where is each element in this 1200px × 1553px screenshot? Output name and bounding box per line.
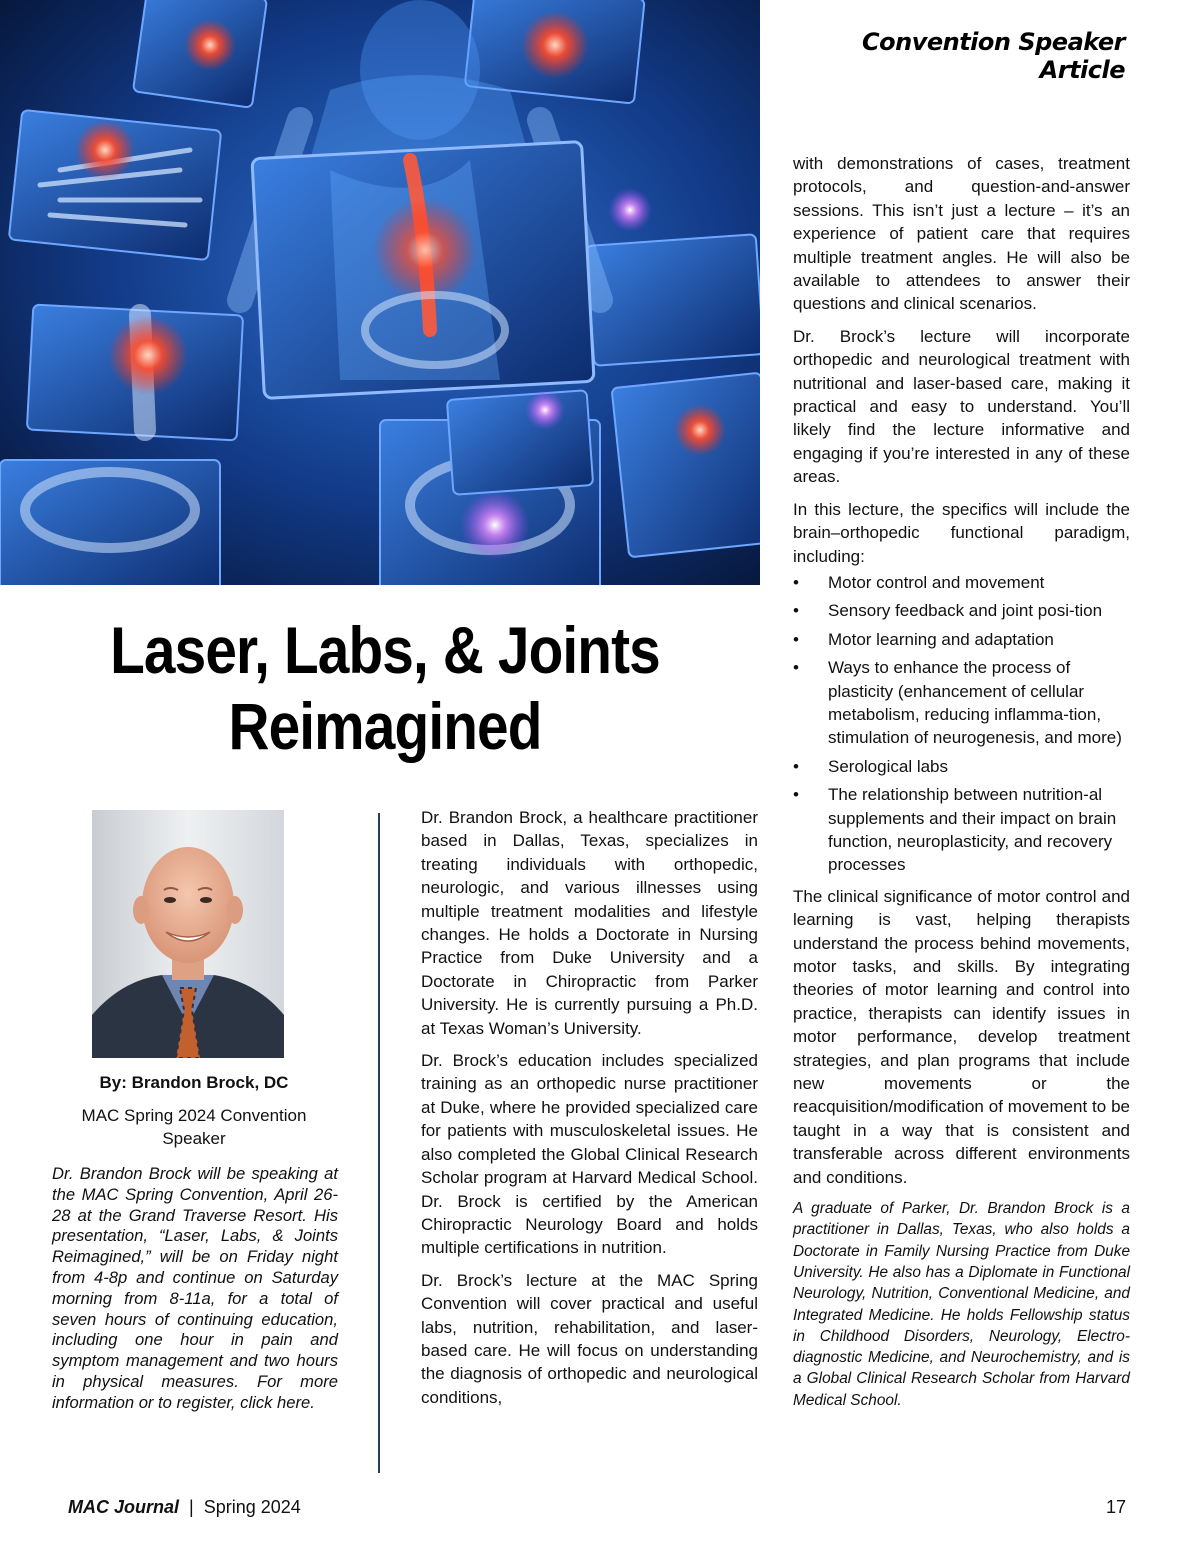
- spine-panel: [252, 142, 594, 399]
- bullet: •: [793, 572, 799, 592]
- paragraph: Dr. Brandon Brock, a healthcare practitioner based in Dallas, Texas, specializes in treating individuals with orthopedic, neurologic, and various illnesses using multiple treatment modalities and lifestyle changes. He holds a Doctorate in Nursing Practice from Duke University and a Doctorate in Chiropractic from Parker University. He is currently pursuing a Ph.D. at Texas Woman’s University.: [421, 808, 758, 1038]
- paragraph: The clinical significance of motor control and learning is vast, helping therapists understand the process behind movements, motor tasks, and skills. By integrating theories of motor learning and control into practice, therapists can identify issues in motor performance, develop treatment strategies, and plan programs that include new movements or the reacquisition/modification of movement to be taught in a way that is consistent and transferable across different environments and conditions.: [793, 886, 1130, 1187]
- knee-panel-left: [27, 305, 243, 441]
- convention-note[interactable]: Dr. Brandon Brock will be speaking at the MAC Spring Convention, April 26-28 at the Grand Traverse Resort. His presentation, “Laser, Labs, & Joints Reimagined,” will be on Friday night from 4-8p and continue on Saturday morning from 8-11a, for a total of seven hours of continuing education, including one hour in pain and symptom management and two hours in physical measures. For more information or to register, click here.: [52, 1164, 338, 1412]
- small-panel-middle: [447, 390, 593, 495]
- list-item: [793, 628, 1130, 651]
- article-title: [88, 612, 681, 764]
- list-item-text: Motor control and movement: [828, 572, 1045, 592]
- byline: By: Brandon Brock, DC: [99, 1073, 289, 1092]
- column-divider: [378, 813, 380, 1473]
- list-item: [793, 755, 1130, 778]
- article-column-middle: [421, 806, 758, 1418]
- bullet: •: [793, 785, 799, 805]
- list-item-text: The relationship between nutrition-al supplements and their impact on brain function, neuroplasticity, and recovery processes: [828, 785, 1117, 875]
- author-bio: A graduate of Parker, Dr. Brandon Brock is a practitioner in Dallas, Texas, who also holds a Doctorate in Family Nursing Practice from Duke University. He also has a Diplomate in Functional Neurology, Nutrition, Conventional Medicine, and Integrated Medicine. He holds Fellowship status in Childhood Disorders, Neurology, Electro-diagnostic Medicine, and Neurochemistry, and is a Global Clinical Research Scholar from Harvard Medical School.: [793, 1200, 1130, 1409]
- author-photo: [92, 810, 284, 1058]
- skeleton-joints-illustration: [0, 0, 760, 585]
- article-title-line1: Laser, Labs, & Joints: [110, 613, 660, 687]
- list-item-text: Serological labs: [828, 756, 949, 776]
- paragraph: In this lecture, the specifics will include the brain–orthopedic functional paradigm, including:: [793, 499, 1130, 566]
- list-item: [793, 783, 1130, 877]
- knee-panel-top: [133, 0, 267, 108]
- bullet: •: [793, 756, 799, 776]
- paragraph: Dr. Brock’s lecture will incorporate orthopedic and neurological treatment with nutritional and laser-based care, making it practical and easy to understand. You’ll likely find the lecture informative and engaging if you’re interested in any of these areas.: [793, 326, 1130, 487]
- list-item-text: Ways to enhance the process of plasticity (enhancement of cellular metabolism, reducing inflamma-tion, stimulation of neurogenesis, and more): [828, 658, 1122, 748]
- article-title-line2: Reimagined: [228, 689, 542, 763]
- section-label: Convention Speaker Article: [862, 28, 1125, 84]
- journal-name: MAC Journal: [68, 1497, 180, 1517]
- bullet: •: [793, 658, 799, 678]
- bullet: •: [793, 601, 799, 621]
- footer-separator: |: [189, 1497, 194, 1517]
- paragraph: with demonstrations of cases, treatment protocols, and question-and-answer sessions. This isn’t just a lecture – it’s an experience of patient care that requires multiple treatment angles. He will also be available to attendees to answer their questions and clinical scenarios.: [793, 154, 1130, 314]
- pelvis-panel-bottom-left: [0, 460, 220, 585]
- list-item: [793, 599, 1130, 622]
- speaker-role: MAC Spring 2024 Convention Speaker: [81, 1106, 307, 1148]
- list-item: [793, 656, 1130, 750]
- bullet: •: [793, 629, 799, 649]
- topic-list: [793, 571, 1130, 877]
- hero-illustration: [0, 0, 760, 585]
- page-number: 17: [1106, 1497, 1127, 1517]
- author-portrait: [92, 810, 284, 1058]
- issue-name: Spring 2024: [203, 1497, 301, 1517]
- list-item-text: Sensory feedback and joint posi-tion: [828, 601, 1103, 621]
- hand-panel: [9, 110, 221, 260]
- shoulder-panel-right: [612, 373, 760, 558]
- list-item-text: Motor learning and adaptation: [828, 629, 1054, 649]
- footer-publication: [68, 1497, 301, 1518]
- paragraph: Dr. Brock’s education includes specialized training as an orthopedic nurse practitioner at Duke, where he provided specialized care for patients with musculoskeletal issues. He also completed the Global Clinical Research Scholar program at Harvard Medical School. Dr. Brock is certified by the American Chiropractic Neurology Board and holds multiple certifications in nutrition.: [421, 1051, 758, 1258]
- paragraph: Dr. Brock’s lecture at the MAC Spring Convention will cover practical and useful labs, nutrition, rehabilitation, and laser-based care. He will focus on understanding the diagnosis of orthopedic and neurological conditions,: [421, 1270, 758, 1407]
- list-item: [793, 571, 1130, 594]
- article-column-right: [793, 152, 1130, 1420]
